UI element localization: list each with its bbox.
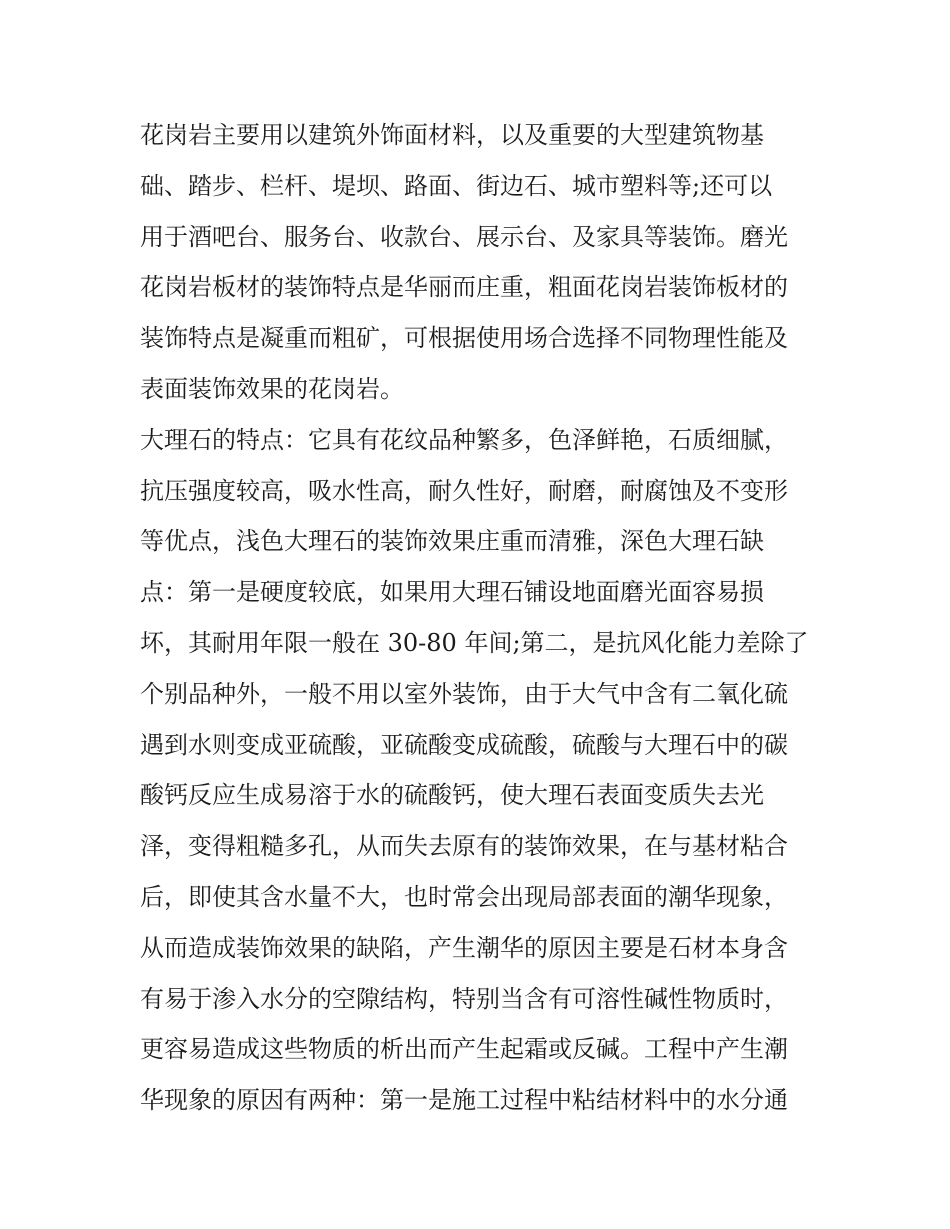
text-line: 装饰特点是凝重而粗矿，可根据使用场合选择不同物理性能及 <box>140 324 788 353</box>
text-line: 花岗岩板材的装饰特点是华丽而庄重，粗面花岗岩装饰板材的 <box>140 273 788 302</box>
text-line: 后，即使其含水量不大，也时常会出现局部表面的潮华现象， <box>140 882 788 911</box>
text-line: 花岗岩主要用以建筑外饰面材料，以及重要的大型建筑物基 <box>140 121 764 149</box>
text-line: 酸钙反应生成易溶于水的硫酸钙，使大理石表面变质失去光 <box>140 781 764 810</box>
text-line: 等优点，浅色大理石的装饰效果庄重而清雅，深色大理石缺 <box>140 527 764 556</box>
text-line: 表面装饰效果的花岗岩。 <box>140 374 404 403</box>
text-line: 泽，变得粗糙多孔，从而失去原有的装饰效果，在与基材粘合 <box>140 832 788 861</box>
text-line: 点：第一是硬度较底，如果用大理石铺设地面磨光面容易损 <box>140 578 764 607</box>
text-line: 华现象的原因有两种：第一是施工过程中粘结材料中的水分通 <box>140 1086 788 1115</box>
paragraph-marble <box>140 415 820 1126</box>
text-line: 遇到水则变成亚硫酸，亚硫酸变成硫酸，硫酸与大理石中的碳 <box>140 730 788 759</box>
text-line: 有易于渗入水分的空隙结构，特别当含有可溶性碱性物质时， <box>140 984 788 1013</box>
text-line: 抗压强度较高，吸水性高，耐久性好，耐磨，耐腐蚀及不变形 <box>140 476 788 505</box>
paragraph-granite <box>140 110 820 415</box>
body-text <box>140 110 820 1126</box>
text-line: 大理石的特点：它具有花纹品种繁多，色泽鲜艳，石质细腻， <box>140 425 788 454</box>
text-line: 更容易造成这些物质的析出而产生起霜或反碱。工程中产生潮 <box>140 1035 788 1064</box>
text-line: 坏，其耐用年限一般在 30-80 年间;第二，是抗风化能力差除了 <box>140 628 809 657</box>
text-line: 从而造成装饰效果的缺陷，产生潮华的原因主要是石材本身含 <box>140 933 788 962</box>
text-line: 用于酒吧台、服务台、收款台、展示台、及家具等装饰。磨光 <box>140 222 788 251</box>
text-line: 础、踏步、栏杆、堤坝、路面、街边石、城市塑料等;还可以 <box>140 171 773 200</box>
text-line: 个别品种外，一般不用以室外装饰，由于大气中含有二氧化硫 <box>140 679 788 708</box>
